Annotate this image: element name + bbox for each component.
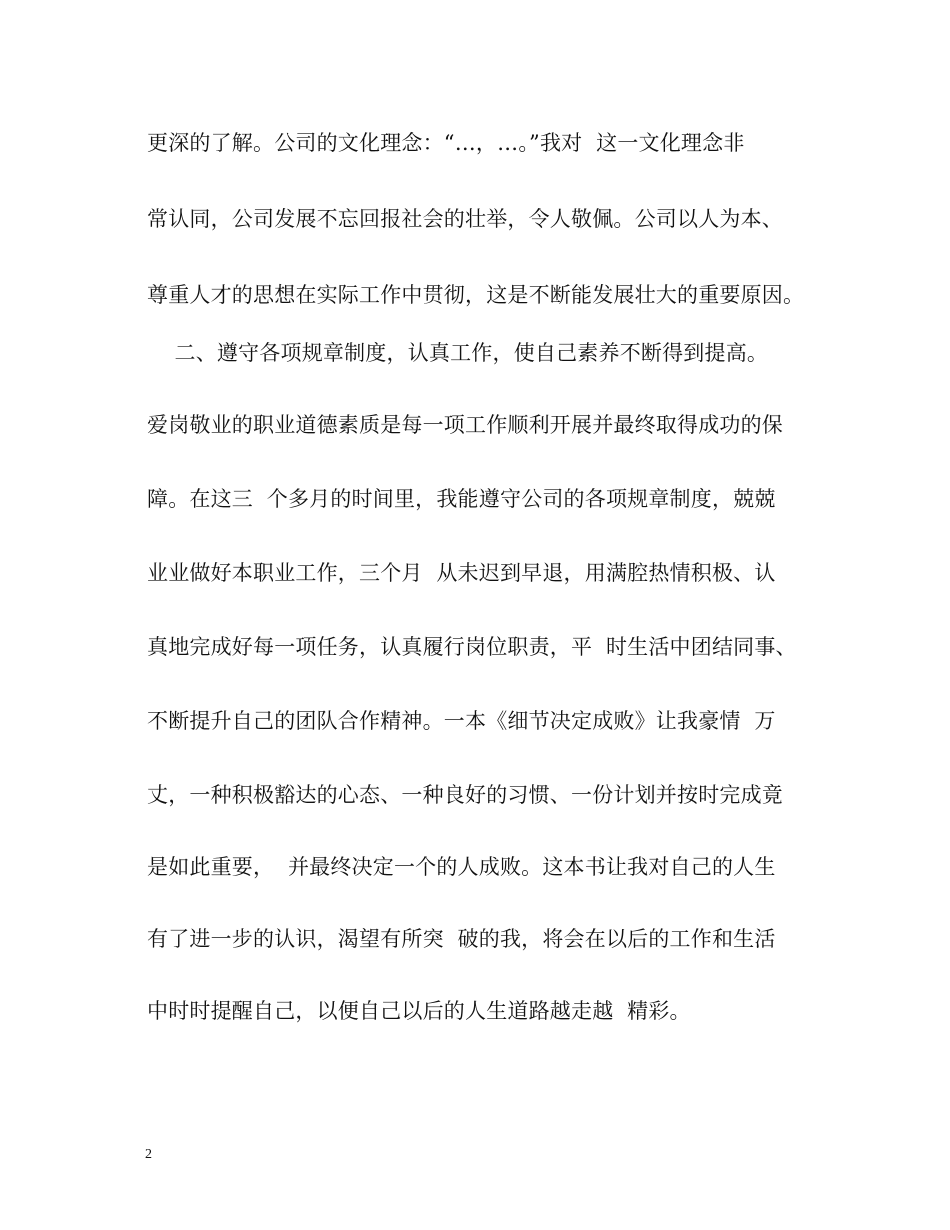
text-line: 更深的了解。公司的文化理念：“…，…。”我对 这一文化理念非 <box>147 131 745 155</box>
text-line: 业业做好本职业工作，三个月 从未迟到早退，用满腔热情积极、认 <box>147 561 776 585</box>
text-line: 中时时提醒自己，以便自己以后的人生道路越走越 精彩。 <box>147 999 691 1023</box>
text-line: 丈，一种积极豁达的心态、一种良好的习惯、一份计划并按时完成竟 <box>147 783 783 807</box>
text-line: 尊重人才的思想在实际工作中贯彻，这是不断能发展壮大的重要原因。 <box>147 283 805 307</box>
text-line: 真地完成好每一项任务，认真履行岗位职责，平 时生活中团结同事、 <box>147 635 797 659</box>
text-line: 常认同，公司发展不忘回报社会的壮举，令人敬佩。公司以人为本、 <box>147 207 783 231</box>
page-number: 2 <box>145 1147 152 1162</box>
section-heading-line: 二、遵守各项规章制度，认真工作，使自己素养不断得到提高。 <box>147 341 769 365</box>
text-line: 是如此重要， 并最终决定一个的人成败。这本书让我对自己的人生 <box>147 855 776 879</box>
text-line: 不断提升自己的团队合作精神。一本《细节决定成败》让我豪情 万 <box>147 709 776 733</box>
text-line: 障。在这三 个多月的时间里，我能遵守公司的各项规章制度，兢兢 <box>147 487 776 511</box>
text-line: 爱岗敬业的职业道德素质是每一项工作顺利开展并最终取得成功的保 <box>147 413 783 437</box>
text-line: 有了进一步的认识，渴望有所突 破的我，将会在以后的工作和生活 <box>147 927 776 951</box>
